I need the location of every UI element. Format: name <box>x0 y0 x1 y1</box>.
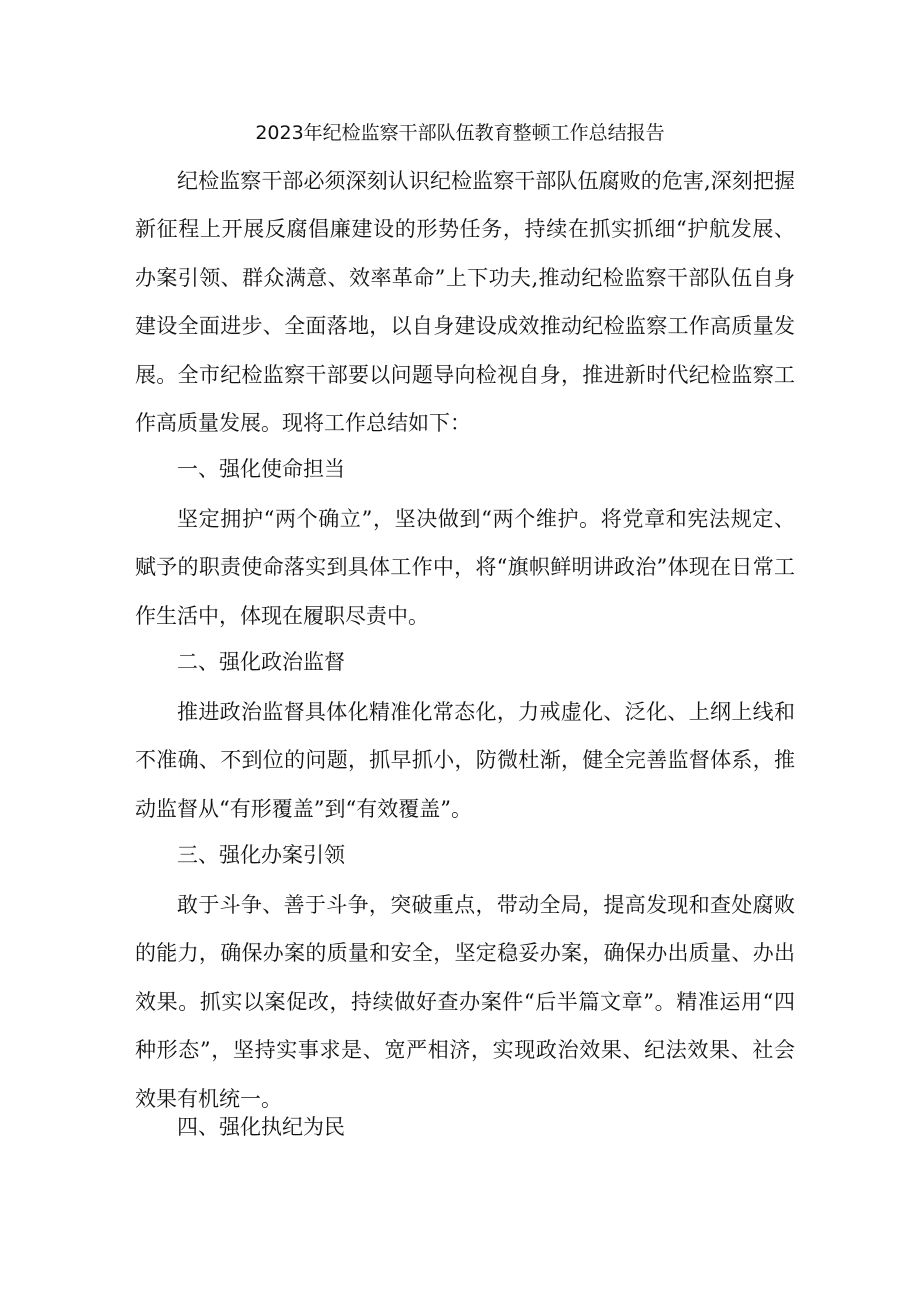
section-body-2: 推进政治监督具体化精准化常态化，力戒虚化、泛化、上纲上线和不准确、不到位的问题，抓早抓小，防微杜渐，健全完善监督体系，推动监督从“有形覆盖”到“有效覆盖”。 <box>135 700 795 821</box>
document-title: 2023年纪检监察干部队伍教育整顿工作总结报告 <box>255 122 665 144</box>
intro-paragraph: 纪检监察干部必须深刻认识纪检监察干部队伍腐败的危害,深刻把握新征程上开展反腐倡廉建设的形势任务，持续在抓实抓细“护航发展、办案引领、群众满意、效率革命”上下功夫,推动纪检监察干部队伍自身建设全面进步、全面落地，以自身建设成效推动纪检监察工作高质量发展。全市纪检监察干部要以问题导向检视自身，推进新时代纪检监察工作高质量发展。现将工作总结如下： <box>135 169 795 436</box>
section-heading-4: 四、强化执纪为民 <box>177 1115 345 1139</box>
section-heading-2: 二、强化政治监督 <box>177 650 345 674</box>
section-body-3: 敢于斗争、善于斗争，突破重点，带动全局，提高发现和查处腐败的能力，确保办案的质量和安全，坚定稳妥办案，确保办出质量、办出效果。抓实以案促改，持续做好查办案件“后半篇文章”。精准运用“四种形态”，坚持实事求是、宽严相济，实现政治效果、纪法效果、社会效果有机统一。 <box>135 893 795 1111</box>
section-heading-3: 三、强化办案引领 <box>177 843 345 867</box>
section-heading-1: 一、强化使命担当 <box>177 457 345 481</box>
section-body-1: 坚定拥护“两个确立”，坚决做到“两个维护。将党章和宪法规定、赋予的职责使命落实到具体工作中，将“旗帜鲜明讲政治”体现在日常工作生活中，体现在履职尽责中。 <box>135 507 795 628</box>
